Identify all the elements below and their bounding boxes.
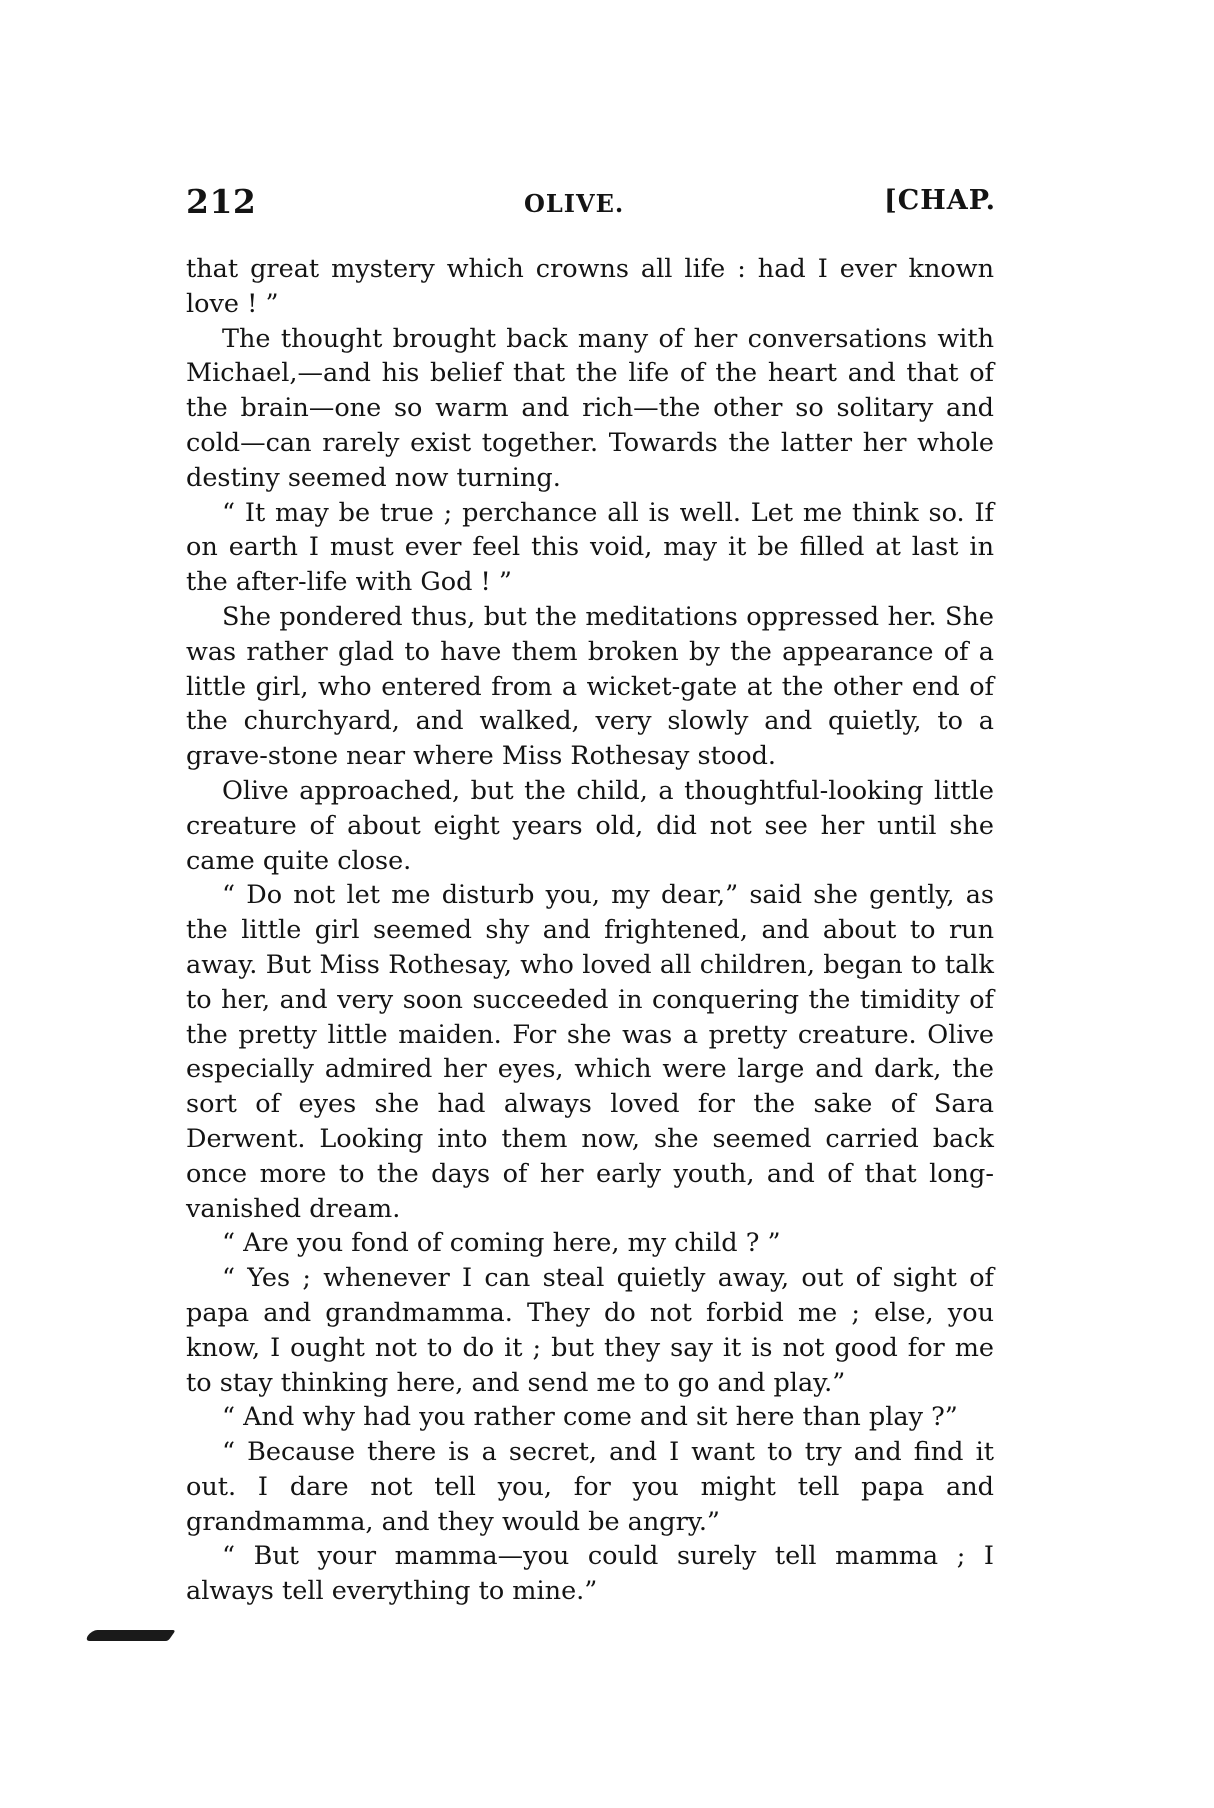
ink-mark [84, 1630, 176, 1641]
paragraph: “ It may be true ; perchance all is well. Let me think so. If on earth I must ever feel this void, may it be filled at last in the after-life with God ! ” [186, 497, 994, 598]
page-number: 212 [186, 182, 257, 221]
paragraph: “ But your mamma—you could surely tell mamma ; I always tell everything to mine.” [186, 1541, 994, 1607]
paragraph: She pondered thus, but the meditations oppressed her. She was rather glad to have them broken by the appearance of a little girl, who entered from a wicket-gate at the other end of the churchyard, and walked, very slowly and quietly, to a grave-stone near where Miss Rothesay stood. [186, 601, 994, 772]
page-header [186, 182, 996, 228]
paragraph: “ Yes ; whenever I can steal quietly away, out of sight of papa and grandmamma. They do not forbid me ; else, you know, I ought not to do it ; but they say it is not good for me to stay thinking here, and send me to go and play.” [186, 1263, 994, 1398]
running-title: OLIVE. [524, 189, 625, 218]
paragraph: “ Are you fond of coming here, my child ? ” [222, 1228, 781, 1259]
paragraph: The thought brought back many of her conversations with Michael,—and his belief that the life of the heart and that of the brain—one so warm and rich—the other so solitary and cold—can rarely exist together. Towards the latter her whole destiny seemed now turning. [186, 323, 994, 493]
chapter-mark: [CHAP. [884, 185, 996, 216]
paragraph: “ Because there is a secret, and I want to try and find it out. I dare not tell you, for you might tell papa and grandmamma, and they would be angry.” [186, 1437, 994, 1537]
body-text [186, 252, 994, 1609]
paragraph: “ And why had you rather come and sit here than play ?” [222, 1402, 958, 1433]
paragraph: that great mystery which crowns all life : had I ever known love ! ” [186, 254, 994, 319]
paragraph: Olive approached, but the child, a thoughtful-looking little creature of about eight years old, did not see her until she came quite close. [186, 775, 994, 876]
paragraph: “ Do not let me disturb you, my dear,” said she gently, as the little girl seemed shy and frightened, and about to run away. But Miss Rothesay, who loved all children, began to talk to her, and very soon succeeded in conquering the timidity of the pretty little maiden. For she was a pretty creature. Olive especially admired her eyes, which were large and dark, the sort of eyes she had always loved for the sake of Sara Derwent. Looking into them now, she seemed carried back once more to the days of her early youth, and of that long-vanished dream. [186, 880, 994, 1224]
